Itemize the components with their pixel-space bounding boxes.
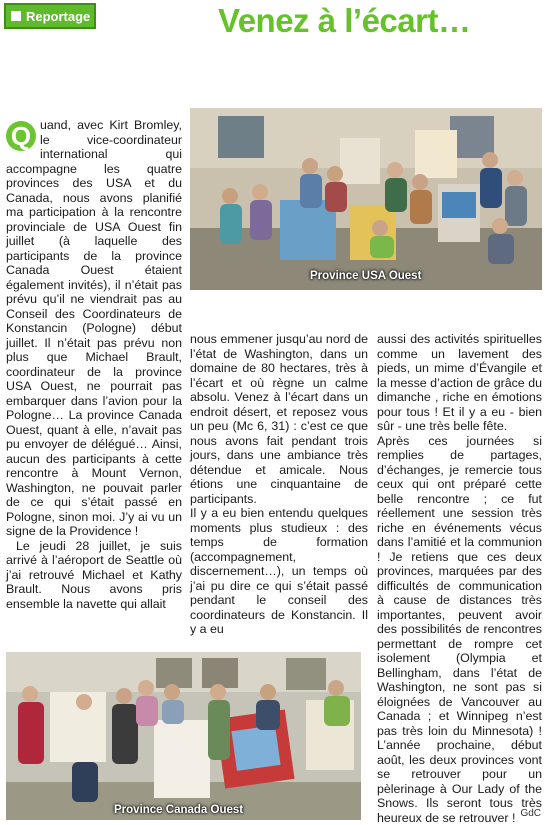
author-signature: GdC bbox=[520, 808, 541, 819]
group-photo-usa-illustration bbox=[190, 108, 542, 290]
paragraph: Après ces journées si remplies de partages, d’échanges, je remercie tous ceux qui ont préparé cette belle rencontre ; ce fut réellement une session très riche en événements vécus dans l’amitié et la communion ! Je retiens que ces deux provinces, marquées par des difficultés de communication à cause de distances très importantes, peuvent avoir des possibilités de rencontres permettant de rompre cet isolement (Olympia et Bellingham, dans l’état de Washington, ne sont pas si éloignées de Vancouver au Canada ; et Winnipeg n’est pas très loin du Minnesota) ! L’année prochaine, début août, les deux provinces vont se retrouver pour un pèlerinage à Our Lady of the Snows. Ils seront tous très heureux de se retrouver ! bbox=[377, 433, 542, 825]
group-photo-canada-illustration bbox=[6, 652, 361, 820]
paragraph: Le jeudi 28 juillet, je suis arrivé à l’aéroport de Seattle où j’ai retrouvé Michael et Kathy Brault. Nous avons pris ensemble la navette qui allait bbox=[6, 538, 182, 611]
section-tag-label: Reportage bbox=[26, 8, 91, 24]
paragraph: Il y a eu bien entendu quelques moments plus studieux : des temps de formation (accompagnement, discernement…), un temps où j’ai pu dire ce qui s’était passé pendant le conseil des coordinateurs de Konstancin. Il y a eu bbox=[190, 506, 368, 636]
paragraph: uand, avec Kirt Bromley, le vice-coordinateur international qui accompagne les quatre provinces des USA et du Canada, nous avons planifié ma participation à la rencontre provinciale de USA Ouest fin juillet (à laquelle des participants de la province Canada Ouest étaient également invités), il n’était pas prévu qu’il ne viendrait pas au Conseil des Coordinateurs de Konstancin (Pologne) début juillet. Il n’était pas prévu non plus que Michael Brault, coordinateur de la province USA Ouest, ne pourrait pas embarquer dans l’avion pour la Pologne… La province Canada Ouest, quant à elle, n’avait pas pu envoyer de délégué… Ainsi, aucun des participants à cette rencontre à Mount Vernon, Washington, ne pouvait parler de ce qui s’était passé en Pologne, sinon moi. J’y ai vu un signe de la Providence ! bbox=[6, 118, 182, 538]
photo-canada-ouest bbox=[6, 652, 361, 820]
paragraph: aussi des activités spirituelles comme un lavement des pieds, un mime d’Évangile et la messe d’action de grâce du dimanche , riche en émotions pour tous ! Et il y a eu - bien sûr - une très belle fête. bbox=[377, 332, 542, 433]
square-icon bbox=[11, 11, 21, 21]
headline: Venez à l’écart… bbox=[218, 2, 471, 39]
photo-caption-usa: Province USA Ouest bbox=[310, 270, 422, 282]
article-column-1 bbox=[6, 118, 182, 611]
photo-caption-canada: Province Canada Ouest bbox=[114, 804, 244, 816]
article-column-3 bbox=[377, 332, 542, 825]
photo-usa-ouest bbox=[190, 108, 542, 290]
drop-cap: Q bbox=[6, 121, 36, 151]
paragraph: nous emmener jusqu’au nord de l’état de Washington, dans un domaine de 80 hectares, très à l’écart et où règne un calme absolu. Venez à l’écart dans un endroit désert, et reposez vous un peu (Mc 6, 31) : c’est ce que nous avons fait pendant trois jours, dans une ambiance très détendue et amicale. Nous étions une cinquantaine de participants. bbox=[190, 332, 368, 506]
section-tag bbox=[4, 3, 96, 29]
article-column-2 bbox=[190, 332, 368, 637]
